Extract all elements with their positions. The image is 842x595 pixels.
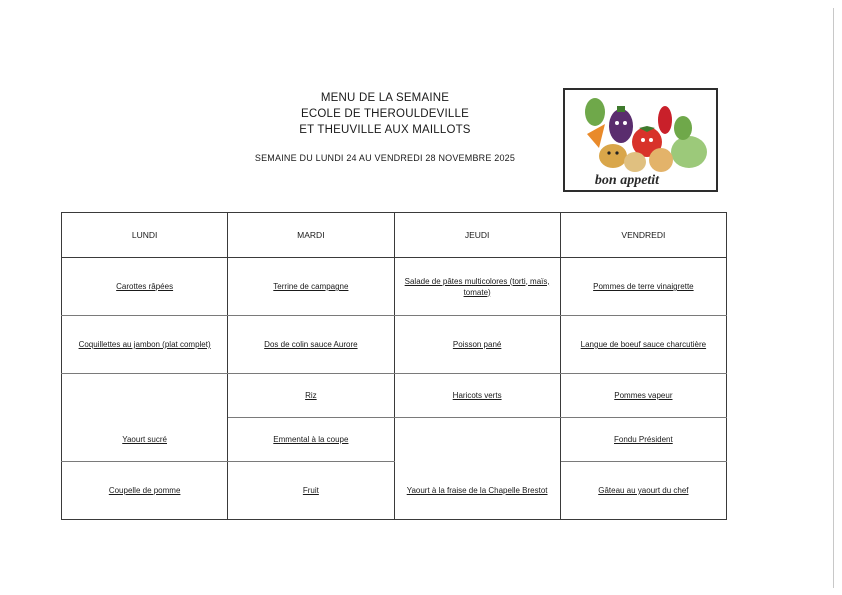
- menu-header: [240, 90, 530, 164]
- dish-label: Langue de boeuf sauce charcutière: [580, 340, 707, 349]
- menu-cell: [394, 258, 560, 316]
- menu-cell: [62, 258, 228, 316]
- week-dates: SEMAINE DU LUNDI 24 AU VENDREDI 28 NOVEMBRE 2025: [254, 153, 516, 163]
- dish-label: Riz: [305, 391, 317, 400]
- dish-label: Haricots verts: [452, 391, 502, 400]
- menu-cell: [62, 374, 228, 418]
- dish-label: Pommes vapeur: [614, 391, 673, 400]
- menu-row: [62, 374, 727, 418]
- menu-cell: [62, 316, 228, 374]
- menu-cell: [62, 418, 228, 462]
- menu-cell: [560, 316, 726, 374]
- day-header-row: [62, 213, 727, 258]
- vegetables-illustration-icon: [565, 90, 716, 190]
- menu-row: [62, 418, 727, 462]
- dish-label: Emmental à la coupe: [273, 435, 349, 444]
- menu-cell: [560, 374, 726, 418]
- dish-label: Yaourt sucré: [122, 434, 167, 444]
- menu-table: [61, 212, 727, 520]
- page-edge-line: [833, 8, 834, 588]
- menu-cell: [228, 374, 394, 418]
- menu-cell: [394, 316, 560, 374]
- menu-cell: [560, 418, 726, 462]
- menu-cell: [62, 462, 228, 520]
- dish-label: Salade de pâtes multicolores (torti, maïs, tomate): [404, 276, 550, 297]
- day-header: LUNDI: [62, 213, 228, 258]
- dish-label: Dos de colin sauce Aurore: [264, 340, 358, 349]
- menu-cell: [394, 418, 560, 462]
- logo-caption: bon appetit: [594, 173, 660, 188]
- dish-label: Yaourt à la fraise de la Chapelle Brestot: [406, 485, 548, 495]
- menu-cell: [394, 374, 560, 418]
- dish-label: Gâteau au yaourt du chef: [598, 486, 689, 495]
- dish-label: Fruit: [302, 486, 319, 495]
- dish-label: Carottes râpées: [116, 282, 174, 291]
- dish-label: Fondu Président: [614, 435, 673, 444]
- menu-cell: [228, 258, 394, 316]
- day-header: VENDREDI: [560, 213, 726, 258]
- menu-cell: [228, 462, 394, 520]
- menu-cell: [228, 316, 394, 374]
- menu-cell: [228, 418, 394, 462]
- title-line-2: ECOLE DE THEROULDEVILLE: [301, 108, 469, 120]
- dish-label: Terrine de campagne: [273, 282, 349, 291]
- day-header: MARDI: [228, 213, 394, 258]
- dish-label: Coquillettes au jambon (plat complet): [78, 340, 211, 349]
- menu-cell: [394, 462, 560, 520]
- day-header: JEUDI: [394, 213, 560, 258]
- menu-row: [62, 316, 727, 374]
- bon-appetit-logo: [563, 88, 718, 192]
- menu-cell: [560, 258, 726, 316]
- dish-label: Coupelle de pomme: [108, 486, 181, 495]
- dish-label: Poisson pané: [452, 340, 502, 349]
- dish-label: Pommes de terre vinaigrette: [593, 282, 694, 291]
- title-line-1: MENU DE LA SEMAINE: [320, 92, 450, 104]
- menu-row: [62, 258, 727, 316]
- title-line-3: ET THEUVILLE AUX MAILLOTS: [299, 124, 471, 136]
- menu-cell: [560, 462, 726, 520]
- menu-row: [62, 462, 727, 520]
